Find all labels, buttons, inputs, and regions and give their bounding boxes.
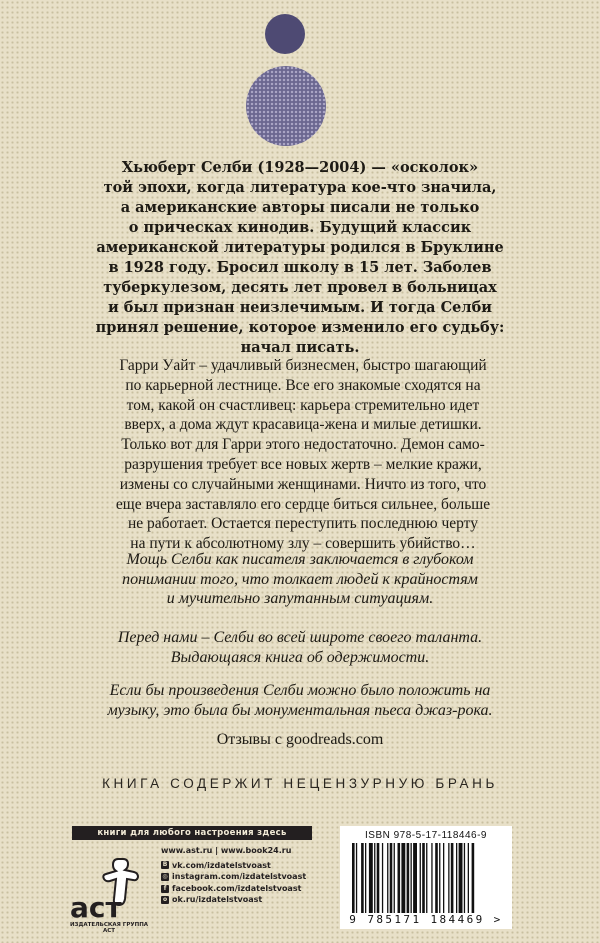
decorative-dot-halftone [246,66,326,146]
bio-line: принял решение, которое изменило его судьбу: [95,319,505,336]
publisher-caption: ИЗДАТЕЛЬСКАЯ ГРУППА АСТ [69,922,149,934]
barcode-bar [361,843,364,913]
barcode-panel [340,826,512,929]
description-line: на пути к абсолютному злу – совершить убийство… [130,535,476,553]
barcode-bar [422,843,425,913]
barcode-bar [420,843,421,913]
barcode-bar [451,843,454,913]
description-line: разрушения требует все новых жертв – мелкие кражи, [124,455,482,473]
barcode-bar [411,843,412,913]
social-link-instagram[interactable] [161,871,331,883]
review-quote-3 [70,681,530,720]
barcode-bar [365,843,366,913]
description-line: по карьерной лестнице. Все его знакомые сходятся на [125,376,481,394]
barcode-bar [398,843,401,913]
description-line: не работает. Остается переступить последнюю черту [127,515,478,533]
social-link-ok[interactable] [161,894,331,906]
quote-line: Мощь Селби как писателя заключается в глубоком [126,551,474,568]
reviews-source: Отзывы с goodreads.com [216,731,384,748]
barcode-bar [356,843,357,913]
quote-line: Перед нами – Селби во всей широте своего таланта. [117,629,483,646]
content-warning: КНИГА СОДЕРЖИТ НЕЦЕНЗУРНУЮ БРАНЬ [102,776,498,791]
bio-line: американской литературы родился в Бруклине [96,239,504,256]
barcode-bar [472,843,475,913]
barcode-bar [369,843,373,913]
social-link-text: facebook.com/izdatelstvoast [172,883,302,893]
barcode-bar [374,843,375,913]
odnoklassniki-icon: o [162,896,168,904]
barcode-bar [431,843,432,913]
bio-line: начал писать. [240,339,360,356]
barcode-bar [464,843,465,913]
bio-line: и был признан неизлечимым. И тогда Селби [107,299,492,316]
barcode-bar [394,843,395,913]
barcode-bar [387,843,388,913]
isbn-label: ISBN 978-5-17-118446-9 [365,830,487,841]
description-line: еще вчера заставляло его сердце биться сильнее, больше [115,495,491,513]
barcode-bar [456,843,457,913]
publisher-tagline-strip: книги для любого настроения здесь [72,826,312,840]
description-line: измены со случайными женщинами. Ничто из того, что [119,475,487,493]
social-link-text: vk.com/izdatelstvoast [172,860,271,870]
ast-logo-icon [68,853,144,933]
author-bio [95,158,505,358]
social-link-text: ok.ru/izdatelstvoast [172,895,263,905]
ast-logo-text: аст [70,891,122,924]
barcode-bar [401,843,405,913]
facebook-icon: f [161,885,169,893]
bio-line: той эпохи, когда литература кое-что значила, [103,179,497,196]
barcode-bar [382,843,383,913]
quote-line: музыку, это была бы монументальная пьеса джаз-рока. [107,701,493,719]
barcode-bar [468,843,469,913]
decorative-dot-small [265,14,305,54]
barcode-bar [435,843,438,913]
description-line: вверх, а дома ждут красавица-жена и милые детишки. [124,416,482,434]
review-quote-1 [70,550,530,609]
barcode-number: 9 785171 184469 > [349,913,503,926]
social-link-vk[interactable] [161,860,331,872]
barcode-bars-icon [352,843,504,913]
quote-line: Выдающаяся книга об одержимости. [170,648,430,666]
barcode-bar [426,843,427,913]
social-link-text: instagram.com/izdatelstvoast [172,872,307,882]
publisher-sites-link[interactable]: www.ast.ru | www.book24.ru [161,846,292,855]
bio-line: Хьюберт Селби (1928—2004) — «осколок» [121,159,479,176]
barcode-bar [459,843,463,913]
description-line: Гарри Уайт – удачливый бизнесмен, быстро шагающий [119,357,487,374]
description-line: том, какой он счастливец: карьера стремительно идет [126,396,480,414]
publisher-links [161,845,331,906]
barcode-bar [439,843,440,913]
barcode-bar [390,843,393,913]
vk-icon: B [162,861,168,869]
quote-line: понимании того, что толкает людей к крайностям [122,570,478,588]
barcode-bar [352,843,355,913]
bio-line: а американские авторы писали не только [120,199,480,216]
instagram-icon: ◎ [162,872,168,880]
barcode-bar [413,843,417,913]
quote-line: и мучительно запутанным ситуациям. [166,590,434,607]
description-line: Только вот для Гарри этого недостаточно. Демон само- [121,436,485,454]
bio-line: в 1928 году. Бросил школу в 15 лет. Заболев [108,259,492,276]
bio-line: о прическах кинодив. Будущий классик [128,219,472,236]
barcode-bar [448,843,449,913]
social-link-facebook[interactable] [161,883,331,895]
barcode-bar [407,843,410,913]
barcode-bar [443,843,444,913]
review-quote-2 [70,628,530,667]
barcode-bar [377,843,380,913]
bio-line: туберкулезом, десять лет провел в больницах [103,279,497,296]
quote-line: Если бы произведения Селби можно было положить на [109,682,491,699]
book-description [78,356,528,554]
